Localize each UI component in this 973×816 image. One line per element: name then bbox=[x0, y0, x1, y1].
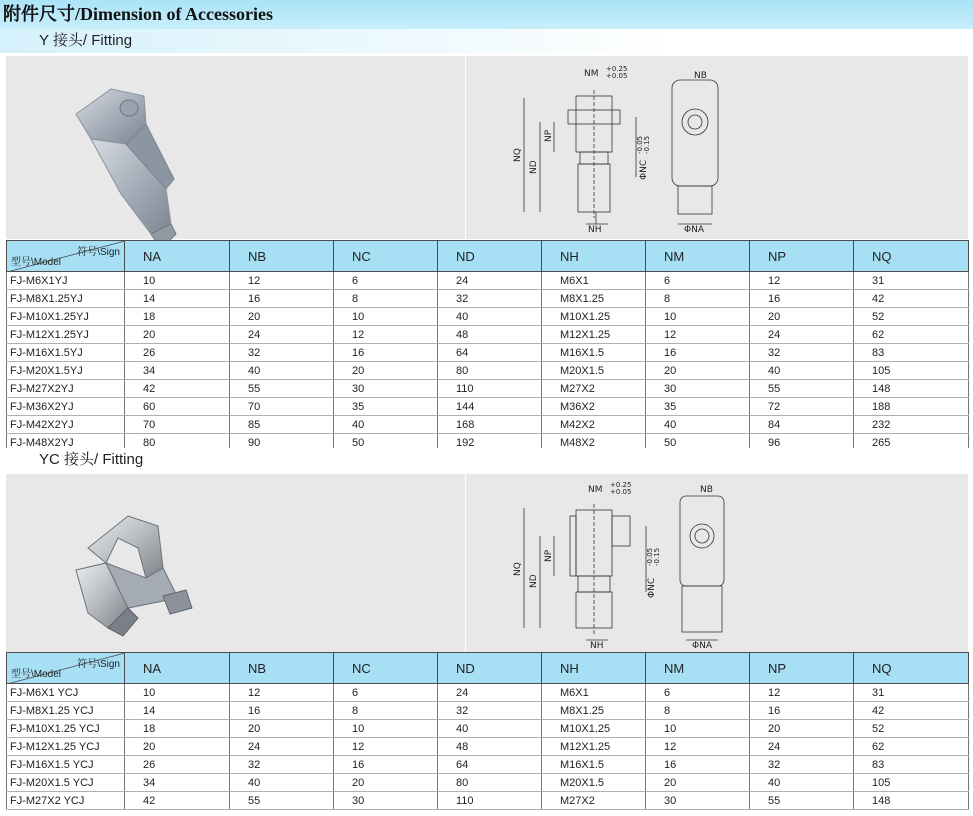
value-cell: 12 bbox=[646, 326, 750, 344]
header-sign: 符号\Sign bbox=[77, 659, 120, 670]
value-cell: 232 bbox=[854, 416, 969, 434]
value-cell: 14 bbox=[125, 290, 230, 308]
value-cell: 18 bbox=[125, 720, 230, 738]
label-nc: ΦNC bbox=[639, 159, 649, 180]
value-cell: 10 bbox=[646, 720, 750, 738]
panel-divider bbox=[465, 56, 466, 239]
value-cell: 64 bbox=[438, 756, 542, 774]
value-cell: 40 bbox=[438, 308, 542, 326]
value-cell: 34 bbox=[125, 774, 230, 792]
label-nb: NB bbox=[700, 485, 713, 495]
value-cell: 34 bbox=[125, 362, 230, 380]
value-cell: 20 bbox=[334, 362, 438, 380]
value-cell: 8 bbox=[334, 290, 438, 308]
label-na: ΦNA bbox=[684, 225, 704, 234]
label-nh: NH bbox=[588, 225, 602, 234]
value-cell: 42 bbox=[125, 792, 230, 810]
image-panel-yc-fitting bbox=[6, 474, 968, 652]
value-cell: 62 bbox=[854, 738, 969, 756]
value-cell: 14 bbox=[125, 702, 230, 720]
value-cell: 30 bbox=[646, 792, 750, 810]
value-cell: 8 bbox=[646, 290, 750, 308]
value-cell: 83 bbox=[854, 344, 969, 362]
table-row bbox=[7, 720, 969, 738]
table-row bbox=[7, 380, 969, 398]
value-cell: 188 bbox=[854, 398, 969, 416]
label-tol-plus: +0.25 bbox=[606, 65, 628, 73]
model-cell: FJ-M6X1YJ bbox=[7, 272, 125, 290]
value-cell: 20 bbox=[750, 720, 854, 738]
value-cell: 70 bbox=[125, 416, 230, 434]
y-fitting-photo bbox=[66, 84, 186, 254]
label-nc-tol-b: -0.15 bbox=[653, 547, 661, 566]
value-cell: 40 bbox=[750, 774, 854, 792]
column-header: NA bbox=[125, 241, 230, 272]
value-cell: 80 bbox=[438, 362, 542, 380]
table-row bbox=[7, 272, 969, 290]
label-tol-base: +0.05 bbox=[606, 72, 628, 80]
value-cell: 110 bbox=[438, 792, 542, 810]
column-header: NP bbox=[750, 653, 854, 684]
table-row bbox=[7, 684, 969, 702]
header-corner-cell bbox=[7, 241, 125, 272]
label-nd: ND bbox=[529, 574, 539, 588]
value-cell: 20 bbox=[230, 720, 334, 738]
value-cell: 35 bbox=[646, 398, 750, 416]
label-nc-tol-a: -0.05 bbox=[646, 547, 654, 566]
label-na: ΦNA bbox=[692, 641, 712, 648]
value-cell: 52 bbox=[854, 308, 969, 326]
value-cell: 10 bbox=[334, 720, 438, 738]
column-header: NC bbox=[334, 241, 438, 272]
value-cell: 12 bbox=[230, 684, 334, 702]
value-cell: 64 bbox=[438, 344, 542, 362]
value-cell: 16 bbox=[230, 290, 334, 308]
column-header: ND bbox=[438, 653, 542, 684]
value-cell: 32 bbox=[438, 290, 542, 308]
column-header: NM bbox=[646, 653, 750, 684]
value-cell: 16 bbox=[230, 702, 334, 720]
value-cell: M20X1.5 bbox=[542, 362, 646, 380]
value-cell: 168 bbox=[438, 416, 542, 434]
value-cell: 35 bbox=[334, 398, 438, 416]
value-cell: 16 bbox=[646, 344, 750, 362]
value-cell: 40 bbox=[230, 774, 334, 792]
value-cell: M12X1.25 bbox=[542, 738, 646, 756]
value-cell: 16 bbox=[334, 756, 438, 774]
model-cell: FJ-M27X2 YCJ bbox=[7, 792, 125, 810]
value-cell: M10X1.25 bbox=[542, 308, 646, 326]
value-cell: M6X1 bbox=[542, 684, 646, 702]
value-cell: 96 bbox=[750, 434, 854, 452]
column-header: NA bbox=[125, 653, 230, 684]
column-header: NQ bbox=[854, 653, 969, 684]
value-cell: 48 bbox=[438, 326, 542, 344]
table-row bbox=[7, 792, 969, 810]
value-cell: 20 bbox=[125, 738, 230, 756]
value-cell: M48X2 bbox=[542, 434, 646, 452]
value-cell: 48 bbox=[438, 738, 542, 756]
value-cell: 40 bbox=[750, 362, 854, 380]
model-cell: FJ-M10X1.25 YCJ bbox=[7, 720, 125, 738]
section-title-y-fitting: Y 接头/ Fitting bbox=[0, 29, 973, 53]
value-cell: 8 bbox=[646, 702, 750, 720]
value-cell: 70 bbox=[230, 398, 334, 416]
value-cell: 8 bbox=[334, 702, 438, 720]
table-row bbox=[7, 416, 969, 434]
value-cell: 12 bbox=[230, 272, 334, 290]
value-cell: 144 bbox=[438, 398, 542, 416]
page-title: 附件尺寸/Dimension of Accessories bbox=[0, 0, 973, 29]
header-model: 型号\Model bbox=[11, 669, 62, 680]
value-cell: 12 bbox=[750, 272, 854, 290]
value-cell: 148 bbox=[854, 792, 969, 810]
model-cell: FJ-M20X1.5 YCJ bbox=[7, 774, 125, 792]
spec-table-y-fitting bbox=[6, 240, 969, 452]
model-cell: FJ-M8X1.25YJ bbox=[7, 290, 125, 308]
model-cell: FJ-M27X2YJ bbox=[7, 380, 125, 398]
value-cell: M20X1.5 bbox=[542, 774, 646, 792]
table-row bbox=[7, 344, 969, 362]
value-cell: M8X1.25 bbox=[542, 290, 646, 308]
value-cell: 32 bbox=[230, 756, 334, 774]
label-nq: NQ bbox=[513, 148, 523, 162]
value-cell: 24 bbox=[438, 684, 542, 702]
column-header: NH bbox=[542, 241, 646, 272]
value-cell: 105 bbox=[854, 774, 969, 792]
value-cell: 24 bbox=[438, 272, 542, 290]
label-nq: NQ bbox=[513, 562, 523, 576]
label-nc: ΦNC bbox=[647, 577, 657, 598]
value-cell: 42 bbox=[125, 380, 230, 398]
value-cell: 20 bbox=[646, 774, 750, 792]
header-corner-cell bbox=[7, 653, 125, 684]
value-cell: 20 bbox=[334, 774, 438, 792]
label-nd: ND bbox=[529, 160, 539, 174]
table-header-row bbox=[7, 241, 969, 272]
value-cell: 32 bbox=[438, 702, 542, 720]
table-row bbox=[7, 362, 969, 380]
value-cell: M10X1.25 bbox=[542, 720, 646, 738]
value-cell: M16X1.5 bbox=[542, 756, 646, 774]
value-cell: 12 bbox=[750, 684, 854, 702]
model-cell: FJ-M12X1.25YJ bbox=[7, 326, 125, 344]
label-np: NP bbox=[544, 129, 554, 142]
label-tol-base: +0.05 bbox=[610, 488, 632, 496]
column-header: NP bbox=[750, 241, 854, 272]
value-cell: 32 bbox=[750, 344, 854, 362]
header-sign: 符号\Sign bbox=[77, 247, 120, 258]
table-row bbox=[7, 738, 969, 756]
header-model: 型号\Model bbox=[11, 257, 62, 268]
table-row bbox=[7, 702, 969, 720]
value-cell: 30 bbox=[646, 380, 750, 398]
value-cell: 18 bbox=[125, 308, 230, 326]
value-cell: M42X2 bbox=[542, 416, 646, 434]
value-cell: 16 bbox=[750, 290, 854, 308]
value-cell: M27X2 bbox=[542, 380, 646, 398]
model-cell: FJ-M20X1.5YJ bbox=[7, 362, 125, 380]
value-cell: 32 bbox=[230, 344, 334, 362]
image-panel-y-fitting bbox=[6, 56, 968, 239]
model-cell: FJ-M42X2YJ bbox=[7, 416, 125, 434]
value-cell: 90 bbox=[230, 434, 334, 452]
value-cell: 6 bbox=[646, 272, 750, 290]
yc-fitting-drawing bbox=[496, 480, 736, 648]
section-title-yc-fitting: YC 接头/ Fitting bbox=[0, 448, 973, 472]
value-cell: 72 bbox=[750, 398, 854, 416]
value-cell: 55 bbox=[230, 380, 334, 398]
value-cell: 12 bbox=[334, 738, 438, 756]
value-cell: 80 bbox=[438, 774, 542, 792]
spec-table-yc-fitting bbox=[6, 652, 969, 810]
yc-fitting-photo bbox=[68, 508, 198, 638]
value-cell: M6X1 bbox=[542, 272, 646, 290]
value-cell: 40 bbox=[438, 720, 542, 738]
table-header-row bbox=[7, 653, 969, 684]
value-cell: 192 bbox=[438, 434, 542, 452]
value-cell: 24 bbox=[750, 326, 854, 344]
value-cell: 26 bbox=[125, 756, 230, 774]
value-cell: 6 bbox=[646, 684, 750, 702]
value-cell: 55 bbox=[750, 792, 854, 810]
value-cell: 83 bbox=[854, 756, 969, 774]
value-cell: 24 bbox=[750, 738, 854, 756]
value-cell: 55 bbox=[750, 380, 854, 398]
value-cell: 24 bbox=[230, 326, 334, 344]
label-np: NP bbox=[544, 549, 554, 562]
model-cell: FJ-M6X1 YCJ bbox=[7, 684, 125, 702]
table-body bbox=[7, 684, 969, 810]
table-row bbox=[7, 290, 969, 308]
value-cell: M27X2 bbox=[542, 792, 646, 810]
value-cell: 24 bbox=[230, 738, 334, 756]
value-cell: 16 bbox=[646, 756, 750, 774]
column-header: NQ bbox=[854, 241, 969, 272]
table-row bbox=[7, 756, 969, 774]
value-cell: 85 bbox=[230, 416, 334, 434]
value-cell: 30 bbox=[334, 380, 438, 398]
model-cell: FJ-M16X1.5YJ bbox=[7, 344, 125, 362]
value-cell: 40 bbox=[230, 362, 334, 380]
value-cell: 20 bbox=[125, 326, 230, 344]
value-cell: 26 bbox=[125, 344, 230, 362]
panel-divider bbox=[465, 474, 466, 652]
model-cell: FJ-M10X1.25YJ bbox=[7, 308, 125, 326]
table-body bbox=[7, 272, 969, 452]
model-cell: FJ-M12X1.25 YCJ bbox=[7, 738, 125, 756]
value-cell: 84 bbox=[750, 416, 854, 434]
table-row bbox=[7, 774, 969, 792]
label-tol-plus: +0.25 bbox=[610, 481, 632, 489]
column-header: NB bbox=[230, 241, 334, 272]
value-cell: 80 bbox=[125, 434, 230, 452]
value-cell: 110 bbox=[438, 380, 542, 398]
value-cell: 52 bbox=[854, 720, 969, 738]
label-nc-tol-b: -0.15 bbox=[643, 135, 651, 154]
column-header: NC bbox=[334, 653, 438, 684]
value-cell: M8X1.25 bbox=[542, 702, 646, 720]
label-nh: NH bbox=[590, 641, 604, 648]
label-nm: NM bbox=[584, 69, 599, 79]
value-cell: 31 bbox=[854, 684, 969, 702]
value-cell: 55 bbox=[230, 792, 334, 810]
value-cell: 10 bbox=[334, 308, 438, 326]
value-cell: 10 bbox=[646, 308, 750, 326]
value-cell: 40 bbox=[646, 416, 750, 434]
value-cell: 105 bbox=[854, 362, 969, 380]
value-cell: 20 bbox=[646, 362, 750, 380]
value-cell: 12 bbox=[334, 326, 438, 344]
column-header: NM bbox=[646, 241, 750, 272]
value-cell: 50 bbox=[646, 434, 750, 452]
value-cell: 6 bbox=[334, 684, 438, 702]
value-cell: 16 bbox=[334, 344, 438, 362]
value-cell: M16X1.5 bbox=[542, 344, 646, 362]
value-cell: 31 bbox=[854, 272, 969, 290]
value-cell: M12X1.25 bbox=[542, 326, 646, 344]
column-header: NB bbox=[230, 653, 334, 684]
value-cell: 60 bbox=[125, 398, 230, 416]
value-cell: 10 bbox=[125, 684, 230, 702]
value-cell: 42 bbox=[854, 702, 969, 720]
column-header: NH bbox=[542, 653, 646, 684]
value-cell: 148 bbox=[854, 380, 969, 398]
value-cell: 12 bbox=[646, 738, 750, 756]
table-row bbox=[7, 308, 969, 326]
y-fitting-drawing bbox=[496, 62, 736, 234]
value-cell: 16 bbox=[750, 702, 854, 720]
label-nb: NB bbox=[694, 71, 707, 81]
value-cell: 265 bbox=[854, 434, 969, 452]
model-cell: FJ-M8X1.25 YCJ bbox=[7, 702, 125, 720]
value-cell: 10 bbox=[125, 272, 230, 290]
value-cell: 50 bbox=[334, 434, 438, 452]
label-nm: NM bbox=[588, 485, 603, 495]
value-cell: M36X2 bbox=[542, 398, 646, 416]
value-cell: 20 bbox=[230, 308, 334, 326]
model-cell: FJ-M48X2YJ bbox=[7, 434, 125, 452]
value-cell: 40 bbox=[334, 416, 438, 434]
value-cell: 20 bbox=[750, 308, 854, 326]
column-header: ND bbox=[438, 241, 542, 272]
label-nc-tol-a: -0.05 bbox=[636, 135, 644, 154]
value-cell: 30 bbox=[334, 792, 438, 810]
value-cell: 42 bbox=[854, 290, 969, 308]
value-cell: 32 bbox=[750, 756, 854, 774]
value-cell: 6 bbox=[334, 272, 438, 290]
model-cell: FJ-M16X1.5 YCJ bbox=[7, 756, 125, 774]
table-row bbox=[7, 398, 969, 416]
value-cell: 62 bbox=[854, 326, 969, 344]
model-cell: FJ-M36X2YJ bbox=[7, 398, 125, 416]
table-row bbox=[7, 326, 969, 344]
